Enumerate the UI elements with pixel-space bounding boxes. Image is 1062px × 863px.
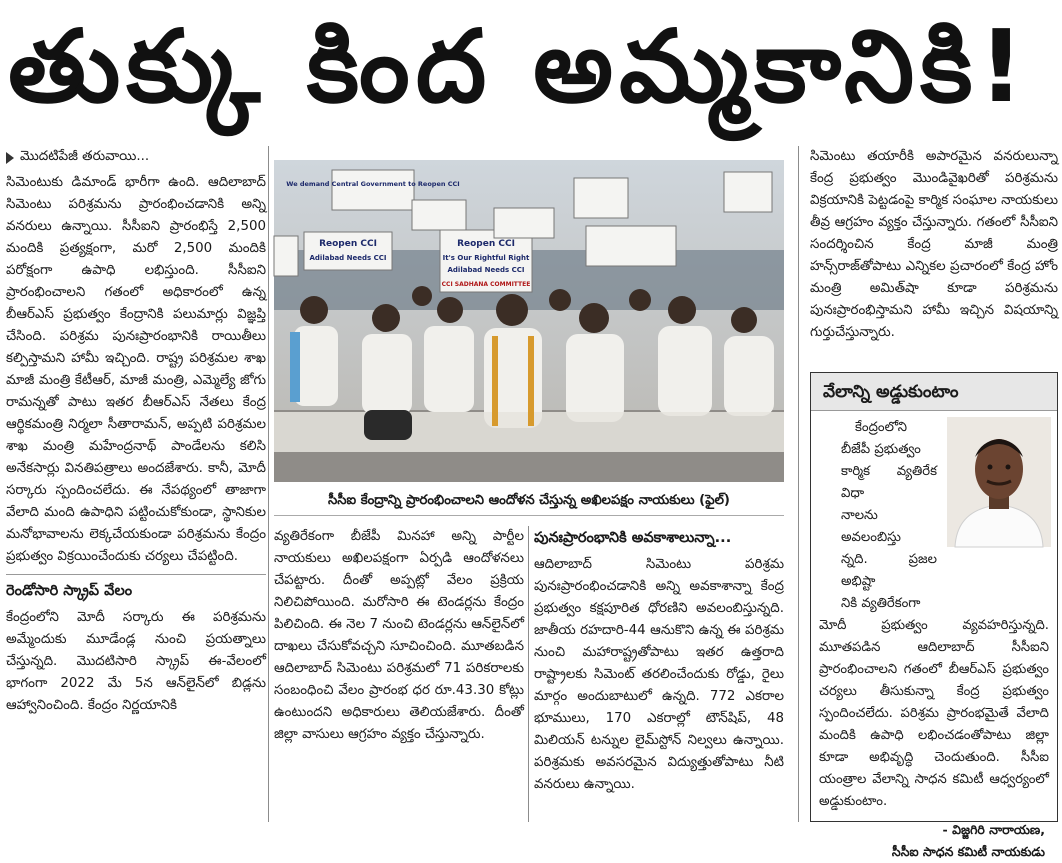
placard-text: Reopen CCI: [457, 239, 515, 249]
quote-box: [810, 372, 1058, 859]
column-4: [810, 146, 1058, 364]
quote-signature: - విజ్జగిరి నారాయణ,: [942, 822, 1045, 837]
column-divider: [268, 146, 269, 822]
quote-line: నాలను అవలంబిస్తు: [841, 508, 901, 545]
quote-line: కేంద్రంలోని: [855, 420, 908, 435]
quote-box-title: వేలాన్ని అడ్డుకుంటాం: [811, 373, 1057, 411]
photo-caption: సీసీఐ కేంద్రాన్ని ప్రారంభించాలని ఆందోళన చేస్తున్న అఖిలపక్షం నాయకులు (ఫైల్): [274, 486, 784, 516]
quote-signature-role: సీసీఐ సాధన కమిటీ నాయకుడు: [891, 844, 1045, 859]
column-4-paragraph: సిమెంటు తయారీకి అపారమైన వనరులున్నా కేంద్ర ప్రభుత్వం మొండివైఖరితో పరిశ్రమను విక్రయానికి పెట్టడంపై కార్మిక సంఘాల నాయకులు తీవ్ర ఆగ్రహం వ్యక్తం చేస్తున్నారు. గతంలో సీసీఐని సందర్శించిన కేంద్ర మాజీ మంత్రి హన్స్‌రాజ్‌తోపాటు ఎన్నికల ప్రచారంలో కేంద్ర హోం మంత్రి అమిత్‌షా కూడా పరిశ్రమను పునఃప్రారంభిస్తామని హామీ ఇచ్చిన విషయాన్ని గుర్తుచేస్తున్నారు.: [810, 149, 1058, 340]
column-divider: [798, 146, 799, 822]
quote-line: న్నది. ప్రజల అభిష్టా: [841, 552, 937, 589]
placard-text: It's Our Rightful Right: [442, 254, 530, 262]
placard-text: Adilabad Needs CCI: [447, 266, 525, 274]
column-3-subhead: పునఃప్రారంభానికి అవకాశాలున్నా...: [534, 530, 732, 546]
quote-line: బీజేపీ ప్రభుత్వం: [841, 442, 921, 457]
quote-line: కార్మిక వ్యతిరేక విధా: [841, 464, 937, 501]
column-1: [6, 146, 266, 824]
column-2: [274, 526, 524, 822]
placard-text: CCI SADHANA COMMITTEE: [441, 281, 531, 288]
jump-line: [6, 146, 266, 170]
placard-text: We demand Central Government to Reopen CCI: [286, 180, 460, 188]
quote-line: నికి వ్యతిరేకంగా: [841, 596, 921, 611]
column-1-subhead: రెండోసారి స్క్రాప్ వేలం: [6, 574, 266, 603]
protest-photo: [274, 160, 784, 482]
column-1-paragraph-2: కేంద్రంలోని మోదీ సర్కారు ఈ పరిశ్రమను అమ్మేందుకు మూడేండ్ల నుంచి ప్రయత్నాలు చేస్తున్నది. మొదటిసారి స్క్రాప్ ఈ-వేలంలో భాగంగా 2022 మే 5న ఆన్‌లైన్‌లో బిడ్లను ఆహ్వానించింది. కేంద్రం నిర్ణయానికి: [6, 610, 266, 713]
placard-text: Reopen CCI: [319, 239, 377, 249]
jump-label: మొదటిపేజీ తరువాయి...: [20, 149, 150, 164]
quote-paragraph: మోదీ ప్రభుత్వం వ్యవహరిస్తున్నది. మూతపడిన ఆదిలాబాద్ సీసీఐని ప్రారంభించాలని గతంలో బీఆర్ఎస్ ప్రభుత్వం చర్యలు తీసుకున్నా కేంద్ర ప్రభుత్వం స్పందించలేదు. పరిశ్రమ ప్రారంభమైతే వేలాది మందికి ఉపాధి లభించడంతోపాటు జిల్లా కూడా అభివృద్ధి చెందుతుంది. సీసీఐ యంత్రాల వేలాన్ని సాధన కమిటీ ఆధ్వర్యంలో అడ్డుకుంటాం.: [819, 618, 1049, 809]
column-divider: [528, 526, 529, 822]
column-1-paragraph-1: సిమెంటుకు డిమాండ్ భారీగా ఉంది. ఆదిలాబాద్ సిమెంటు పరిశ్రమను ప్రారంభించడానికి అన్ని వనరులు ఉన్నాయి. సీసీఐని ప్రారంభిస్తే 2,500 మందికి ప్రత్యక్షంగా, మరో 2,500 మందికి పరోక్షంగా ఉపాధి లభిస్తుంది. సీసీఐని ప్రారంభించాలని గతంలో అధికారంలో ఉన్న బీఆర్ఎస్ ప్రభుత్వం కేంద్రానికి పలుమార్లు విజ్ఞప్తి చేసింది. పరిశ్రమ పునఃప్రారంభానికి రాయితీలు కల్పిస్తామని హామీ ఇచ్చింది. రాష్ట్ర పరిశ్రమల శాఖ మాజీ మంత్రి కేటీఆర్, మాజీ మంత్రి, ఎమ్మెల్యే జోగు రామన్నతో పాటు ఇతర బీఆర్ఎస్ నేతలు కేంద్ర ఆర్థికమంత్రి నిర్మలా సీతారామన్, అప్పటి పరిశ్రమల శాఖ మంత్రి మహేంద్రనాథ్ పాండేలను కలిసి అనేకసార్లు వినతిపత్రాలు అందజేశారు. కానీ, మోదీ సర్కారు స్పందించలేదు. ఈ నేపథ్యంలో తాజాగా వేలాది మంది ఉపాధిని పట్టించుకోకుండా, స్థానికుల మనోభావాలను లెక్కచేయకుండా పరిశ్రమను కేంద్రం ప్రభుత్వం విక్రయించేందుకు చర్యలు చేపట్టింది.: [6, 175, 266, 564]
headline: తుక్కు కింద అమ్మకానికి!: [8, 8, 1031, 125]
column-3-paragraph: ఆదిలాబాద్ సిమెంటు పరిశ్రమ పునఃప్రారంభించడానికి అన్ని అవకాశాన్నా కేంద్ర ప్రభుత్వం కక్షపూరిత ధోరణిని అవలంబిస్తున్నది. జాతీయ రహదారి-44 ఆనుకొని ఉన్న ఈ పరిశ్రమ నుంచి మహారాష్ట్రతోపాటు ఇతర ఉత్తరాది రాష్ట్రాలకు సిమెంట్ తరలించేందుకు రోడ్డు, రైలు మార్గం అందుబాటులో ఉన్నది. 772 ఎకరాల భూములు, 170 ఎకరాల్లో టౌన్‌షిప్, 48 మిలియన్ టన్నుల లైమ్‌స్టోన్ నిల్వలు ఉన్నాయి. పరిశ్రమకు అవసరమైన విద్యుత్తుతోపాటు నీటి వనరులు ఉన్నాయి.: [534, 557, 784, 792]
speaker-portrait: [947, 417, 1051, 547]
chevron-right-icon: [6, 152, 14, 164]
column-2-paragraph: వ్యతిరేకంగా బీజేపీ మినహా అన్ని పార్టీల నాయకులు అఖిలపక్షంగా ఏర్పడి ఆందోళనలు చేపట్టారు. దీంతో అప్పట్లో వేలం ప్రక్రియ నిలిచిపోయింది. మరోసారి ఈ టెండర్లను కేంద్రం పిలిచింది. ఈ నెల 7 నుంచి టెండర్లను ఆన్‌లైన్‌లో దాఖలు చేసుకోవచ్చని సూచించింది. మూతబడిన ఆదిలాబాద్ సిమెంటు పరిశ్రమలో 71 పరికరాలకు సంబంధించి వేలం ప్రారంభ ధర రూ.43.30 కోట్లు ఉంటుందని అధికారులు తెలియజేశారు. దీంతో జిల్లా వాసులు ఆగ్రహం వ్యక్తం చేస్తున్నారు.: [274, 529, 524, 742]
speaker-portrait-image: [947, 417, 1051, 547]
column-3: [534, 526, 784, 822]
protest-photo-illustration: [274, 160, 784, 482]
placard-text: Adilabad Needs CCI: [309, 254, 387, 262]
